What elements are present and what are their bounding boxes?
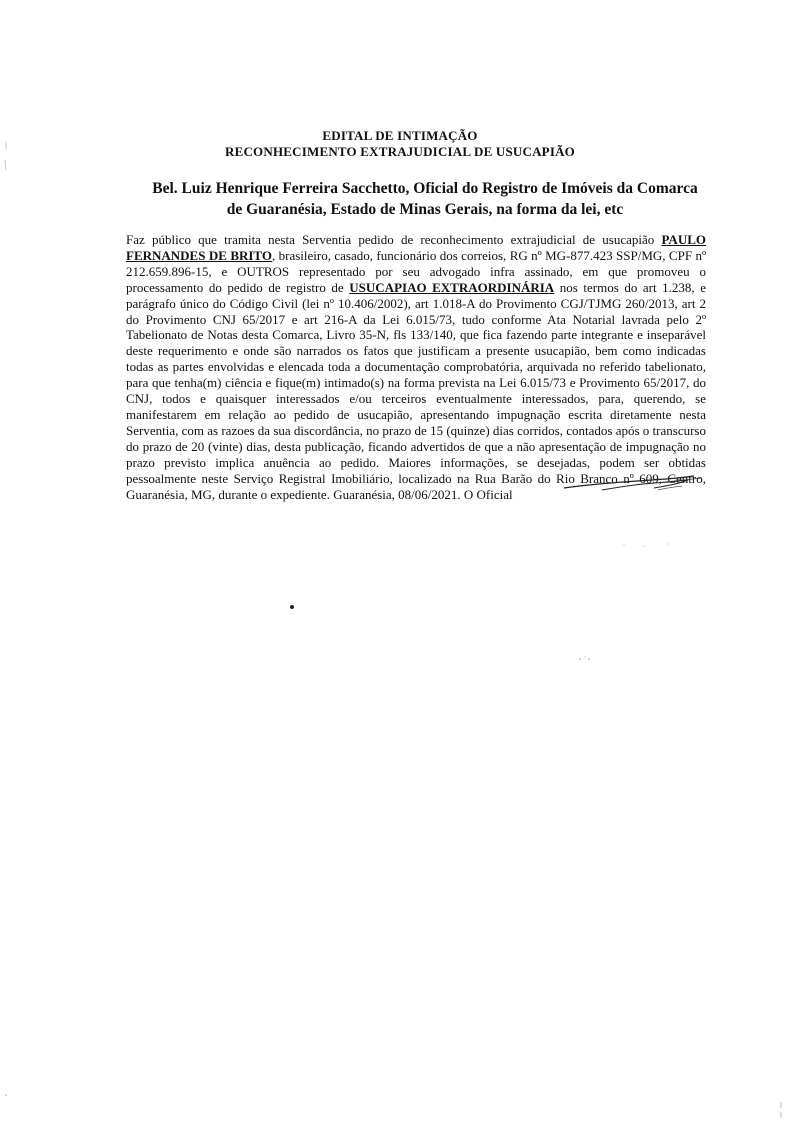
usucapiao-type: USUCAPIAO EXTRAORDINÁRIA bbox=[349, 279, 555, 295]
scan-edge-mark bbox=[2, 140, 10, 180]
document-subtitle: RECONHECIMENTO EXTRAJUDICIAL DE USUCAPIÃO bbox=[225, 144, 575, 159]
notice-text-part2: , brasileiro, casado, funcionário dos correios, RG nº MG-877.423 SSP/MG, CPF nº 212.659.896-15, e OUTROS representado por seu advogado infra assinado, em que promoveu o processamento do pedido de registro de bbox=[126, 247, 706, 295]
document-title: EDITAL DE INTIMAÇÃO bbox=[322, 128, 478, 143]
scan-noise bbox=[620, 540, 680, 550]
scan-edge-mark bbox=[2, 1090, 10, 1100]
notice-text-part3: nos termos do art 1.238, e parágrafo único do Código Civil (lei nº 10.406/2002), art 1.018-A do Provimento CGJ/TJMG 260/2013, art 2 do Provimento CNJ 65/2017 e art 216-A da Lei 6.015/73, tudo conforme Ata Notarial lavrada pelo 2º Tabelionato de Notas desta Comarca, Livro 35-N, fls 133/140, que fica fazendo parte integrante e inseparável deste requerimento e onde são narrados os fatos que justificam a presente usucapião, bem como indicadas todas as partes envolvidas e elencada toda a documentação comprobatória, arquivada no referido tabelionato, para que tenha(m) ciência e fique(m) intimado(s) na forma prevista na Lei 6.015/73 e Provimento 65/2017, do CNJ, todos e quaisquer interessados e/ou terceiros eventualmente interessados, para, querendo, se manifestarem em relação ao pedido de usucapião, apresentando impugnação escrita diretamente nesta Serventia, com as razoes da sua discordância, no prazo de 15 (quinze) dias corridos, contados após o transcurso do prazo de 20 (vinte) dias, desta publicação, ficando advertidos de que a não apresentação de impugnação no prazo previsto implica anuência ao pedido. Maiores informações, se desejadas, podem ser obtidas pessoalmente neste Serviço Registral Imobiliário, localizado na Rua Barão do Rio Branco nº 609, Centro, Guaranésia, MG, durante o expediente. Guaranésia, 08/06/2021. O Oficial bbox=[126, 279, 707, 502]
signature-scribble bbox=[562, 472, 712, 496]
scan-noise bbox=[578, 654, 592, 662]
scan-edge-mark bbox=[776, 1100, 786, 1120]
applicant-name: PAULO FERNANDES DE BRITO bbox=[126, 232, 706, 263]
notice-body bbox=[126, 232, 706, 502]
scan-speck bbox=[288, 603, 296, 611]
notice-text-part1: Faz público que tramita nesta Serventia pedido de reconhecimento extrajudicial de usucapião bbox=[126, 232, 662, 247]
official-heading: Bel. Luiz Henrique Ferreira Sacchetto, Oficial do Registro de Imóveis da Comarca de Guaranésia, Estado de Minas Gerais, na forma da lei, etc bbox=[152, 180, 698, 218]
